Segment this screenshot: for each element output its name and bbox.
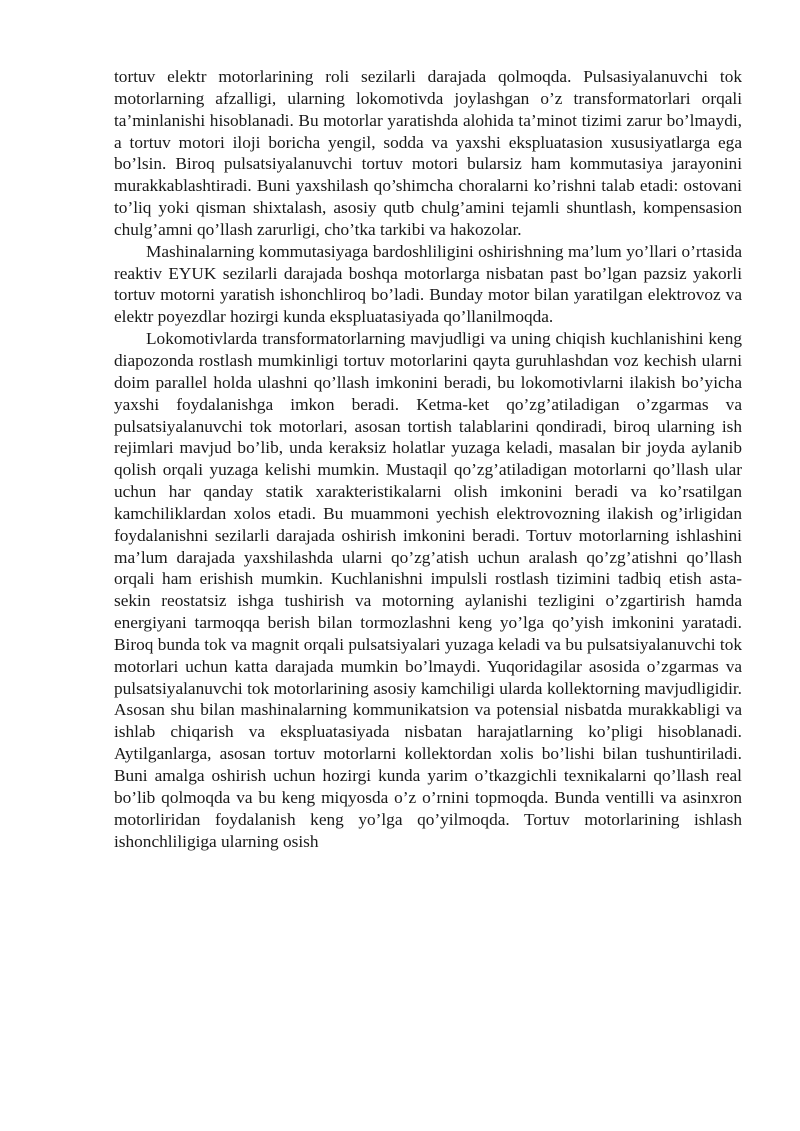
paragraph-commutation: Mashinalarning kommutasiyaga bardoshliligini oshirishning ma’lum yo’llari o’rtasida reaktiv EYUK sezilarli darajada boshqa motorlarga nisbatan past bo’lgan pazsiz yakorli tortuv motorni yaratish ishonchliroq bo’ladi. Bunday motor bilan yaratilgan elektrovoz va elektr poyezdlar hozirgi kunda ekspluatasiyada qo’llanilmoqda. (114, 241, 742, 327)
paragraph-continuation: tortuv elektr motorlarining roli sezilarli darajada qolmoqda. Pulsasiyalanuvchi tok motorlarning afzalligi, ularning lokomotivda joylashgan o’z transformatorlari orqali ta’minlanishi hisoblanadi. Bu motorlar yaratishda alohida ta’minot tizimi zarur bo’lmaydi, a tortuv motori iloji boricha yengil, sodda va yaxshi ekspluatasion xususiyatlarga ega bo’lsin. Biroq pulsatsiyalanuvchi tortuv motori bularsiz ham kommutasiya jarayonini murakkablashtiradi. Buni yaxshilash qo’shimcha choralarni ko’rishni talab etadi: ostovani to’liq yoki qisman shixtalash, asosiy qutb chulg’amini tejamli shuntlash, kompensasion chulg’amni qo’llash zarurligi, cho’tka tarkibi va hakozolar. (114, 67, 742, 239)
paragraph-locomotives: Lokomotivlarda transformatorlarning mavjudligi va uning chiqish kuchlanishini keng diapozonda rostlash mumkinligi tortuv motorlarini qayta guruhlashdan voz kechish ularni doim parallel holda ulashni qo’llash imkonini beradi, bu lokomotivlarni ilakish bo’yicha yaxshi foydalanishga imkon beradi. Ketma-ket qo’zg’atiladigan o’zgarmas va pulsatsiyalanuvchi tok motorlari, asosan tortish talablarini qondiradi, biroq ularning ish rejimlari mavjud bo’lib, unda keraksiz holatlar yuzaga keladi, masalan bir joyda aylanib qolish orqali yuzaga kelishi mumkin. Mustaqil qo’zg’atiladigan motorlarni qo’llash ular uchun har qanday statik xarakteristikalarni olish imkonini beradi va ko’rsatilgan kamchiliklardan xolos etadi. Bu muammoni yechish elektrovozning ilakish og’irligidan foydalanishni sezilarli darajada oshirish imkonini beradi. Tortuv motorlarning ishlashini ma’lum darajada yaxshilashda ularni qo’zg’atish uchun aralash qo’zg’atishni qo’llash orqali ham erishish mumkin. Kuchlanishni impulsli rostlash tizimini tadbiq etish asta-sekin reostatsiz ishga tushirish va motorning aylanishi tezligini o’zgartirish hamda energiyani tarmoqqa berish bilan tormozlashni keng yo’lga qo’yish imkonini yaratadi. Biroq bunda tok va magnit orqali pulsatsiyalari yuzaga keladi va bu pulsatsiyalanuvchi tok motorlari uchun katta darajada mumkin bo’lmaydi. Yuqoridagilar asosida o’zgarmas va pulsatsiyalanuvchi tok motorlarining asosiy kamchiligi ularda kollektorning mavjudligidir. Asosan shu bilan mashinalarning kommunikatsion va potensial nisbatda murakkabligi va ishlab chiqarish va ekspluatasiyada nisbatan harajatlarning ko’pligi hisoblanadi. Aytilganlarga, asosan tortuv motorlarni kollektordan xolis bo’lishi bilan tushuntiriladi. Buni amalga oshirish uchun hozirgi kunda yarim o’tkazgichli texnikalarni qo’llash real bo’lib qolmoqda va bu keng miqyosda o’z o’rnini topmoqda. Bunda ventilli va asinxron motorliridan foydalanish keng yo’lga qo’yilmoqda. Tortuv motorlarining ishlash ishonchliligiga ularning osish (114, 329, 742, 851)
document-page (114, 66, 742, 852)
